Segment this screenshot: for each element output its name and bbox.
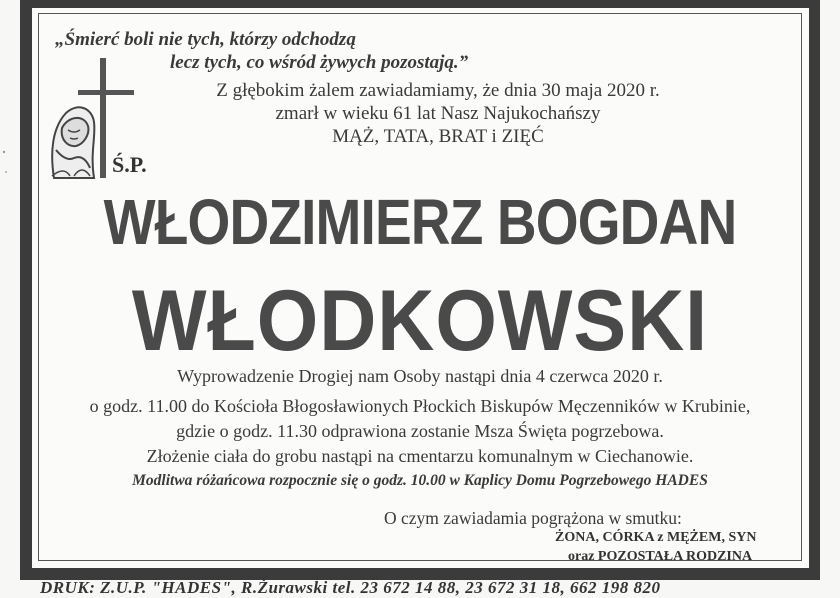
rosary-info: Modlitwa różańcowa rozpocznie się o godz. 10.00 w Kaplicy Domu Pogrzebowego HADES	[132, 472, 708, 489]
quote-line-1: „Śmierć boli nie tych, którzy odchodzą	[55, 29, 356, 50]
intro-line-3: MĄŻ, TATA, BRAT i ZIĘĆ	[332, 126, 544, 147]
quote-line-2: lecz tych, co wśród żywych pozostają.”	[170, 52, 469, 73]
deceased-surname: WŁODKOWSKI	[131, 273, 709, 369]
signature-family-1: ŻONA, CÓRKA z MĘŻEM, SYN	[555, 530, 757, 545]
funeral-line-3: gdzie o godz. 11.30 odprawiona zostanie Msza Święta pogrzebowa.	[176, 421, 664, 441]
funeral-line-2: o godz. 11.00 do Kościoła Błogosławionych Płockich Biskupów Męczenników w Krubinie,	[89, 396, 751, 416]
deceased-first-names: WŁODZIMIERZ BOGDAN	[103, 186, 737, 258]
signature-family-2: oraz POZOSTAŁA RODZINA	[568, 549, 753, 564]
intro-line-2: zmarł w wieku 61 lat Nasz Najukochańszy	[275, 103, 601, 124]
sp-prefix: Ś.P.	[112, 152, 147, 177]
printer-footer: DRUK: Z.U.P. "HADES", R.Żurawski tel. 23 672 14 88, 23 672 31 18, 662 198 820	[40, 578, 661, 597]
intro-line-1: Z głębokim żalem zawiadamiamy, że dnia 30 maja 2020 r.	[216, 80, 660, 101]
funeral-line-1: Wyprowadzenie Drogiej nam Osoby nastąpi dnia 4 czerwca 2020 r.	[177, 366, 663, 386]
funeral-line-4: Złożenie ciała do grobu nastąpi na cmentarzu komunalnym w Ciechanowie.	[146, 446, 694, 466]
scan-dots	[0, 0, 28, 594]
signature-intro: O czym zawiadamia pogrążona w smutku:	[384, 508, 682, 528]
